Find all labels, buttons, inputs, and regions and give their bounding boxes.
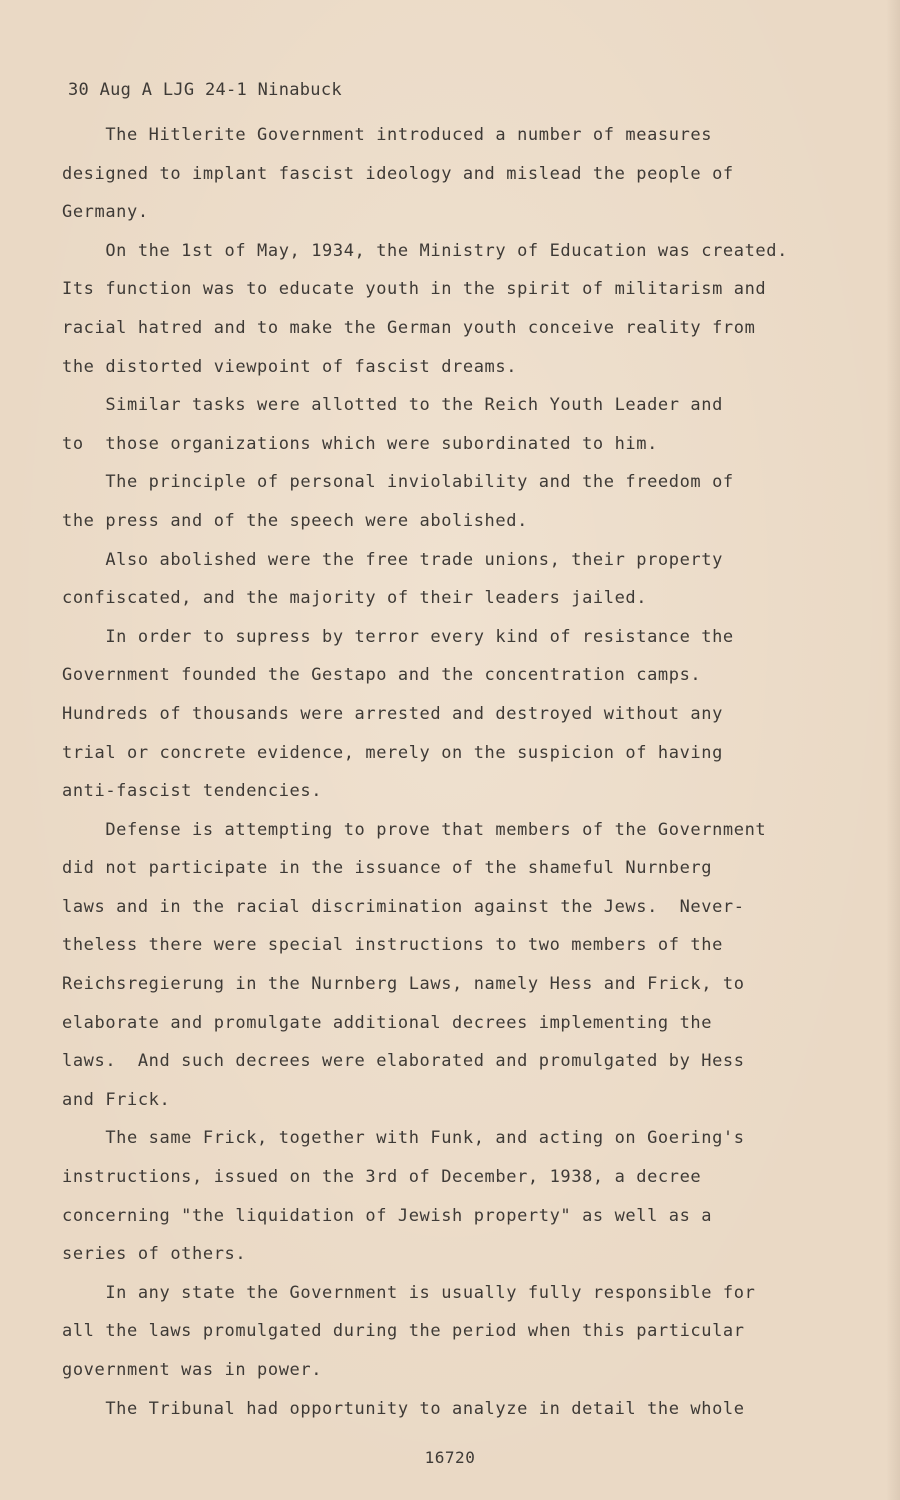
page-edge-shadow [886,0,900,1500]
text-line: Also abolished were the free trade unions, their property [62,549,723,570]
text-line: the distorted viewpoint of fascist dreams. [62,356,518,377]
text-line: Hundreds of thousands were arrested and destroyed without any [62,703,723,724]
text-line: On the 1st of May, 1934, the Ministry of Education was created. [62,240,788,261]
text-line: The principle of personal inviolability and the freedom of [62,472,734,493]
page-number: 16720 [424,1448,476,1467]
document-header: 30 Aug A LJG 24-1 Ninabuck [68,80,342,100]
text-line: elaborate and promulgate additional decrees implementing the [62,1012,713,1033]
text-line: Similar tasks were allotted to the Reich Youth Leader and [62,395,723,416]
text-line: Germany. [62,202,149,223]
text-line: government was in power. [62,1360,323,1380]
text-line: theless there were special instructions to two members of the [62,935,723,956]
text-line: Government founded the Gestapo and the concentration camps. [62,665,702,686]
text-line: confiscated, and the majority of their leaders jailed. [62,588,648,609]
text-line: laws. And such decrees were elaborated and promulgated by Hess [62,1051,745,1072]
text-line: The Hitlerite Government introduced a number of measures [62,125,713,145]
document-body [62,116,842,1428]
text-line: Its function was to educate youth in the spirit of militarism and [62,279,767,300]
text-line: In any state the Government is usually fully responsible for [62,1282,756,1303]
text-line: Reichsregierung in the Nurnberg Laws, namely Hess and Frick, to [62,974,745,995]
text-line: The Tribunal had opportunity to analyze in detail the whole [62,1398,745,1419]
text-line: Defense is attempting to prove that members of the Government [62,819,767,840]
text-line: In order to supress by terror every kind of resistance the [62,626,734,647]
text-line: and Frick. [62,1089,171,1110]
text-line: racial hatred and to make the German youth conceive reality from [62,317,756,338]
text-line: laws and in the racial discrimination against the Jews. Never- [62,896,745,917]
text-line: concerning "the liquidation of Jewish property" as well as a [62,1205,713,1226]
text-line: all the laws promulgated during the period when this particular [62,1321,745,1342]
text-line: anti-fascist tendencies. [62,781,323,802]
text-line: the press and of the speech were abolished. [62,510,528,531]
text-line: The same Frick, together with Funk, and acting on Goering's [62,1128,745,1149]
text-line: designed to implant fascist ideology and mislead the people of [62,163,734,184]
text-line: series of others. [62,1244,247,1265]
text-line: trial or concrete evidence, merely on the suspicion of having [62,742,723,763]
text-line: instructions, issued on the 3rd of December, 1938, a decree [62,1167,702,1188]
text-line: did not participate in the issuance of the shameful Nurnberg [62,858,713,879]
text-line: to those organizations which were subordinated to him. [62,433,658,454]
